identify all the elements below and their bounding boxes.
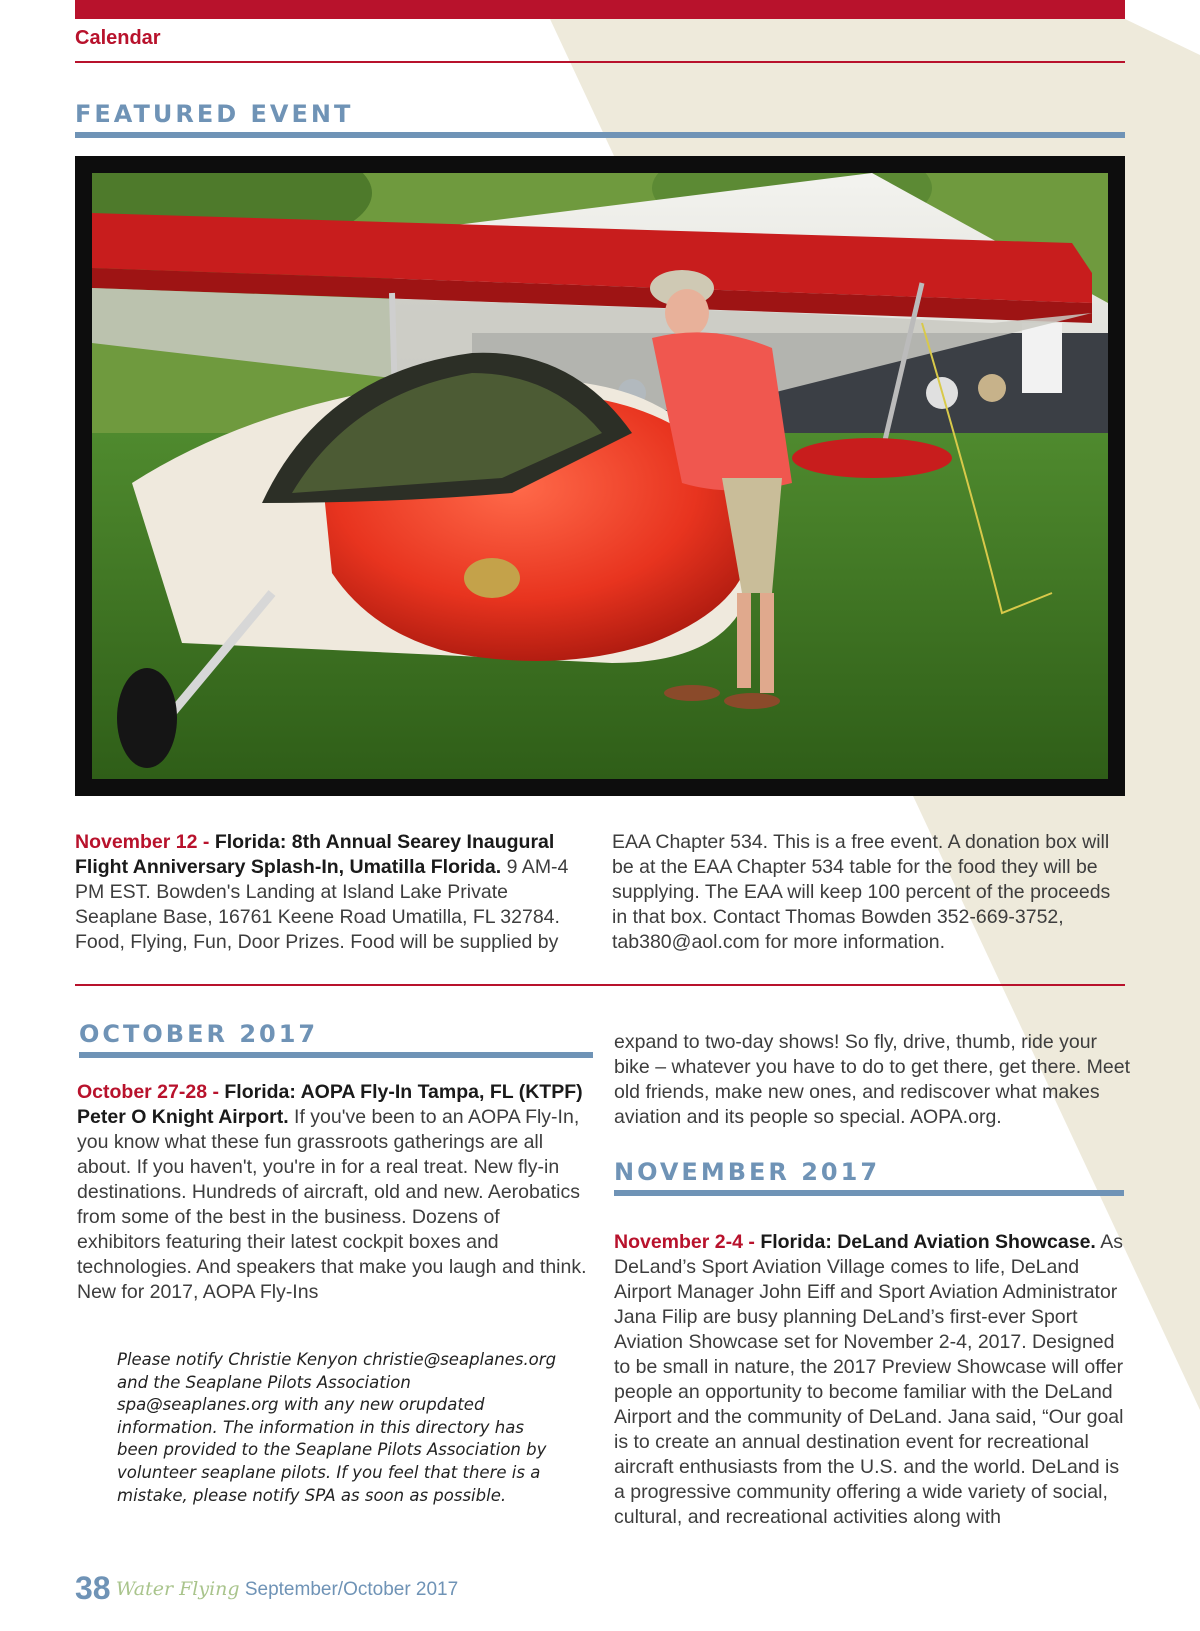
featured-text-left: 9 AM-4 PM EST. Bowden's Landing at Island Lake Private Seaplane Base, 16761 Keene Road Umatilla, FL 32784. Food, Flying, Fun, Door Prizes. Food will be supplied by — [75, 856, 569, 953]
seaplane-photo — [92, 173, 1108, 779]
november-date: November 2-4 - — [614, 1231, 755, 1253]
featured-heading-rule — [75, 132, 1125, 138]
featured-photo — [75, 156, 1125, 796]
featured-text-right: EAA Chapter 534. This is a free event. A donation box will be at the EAA Chapter 534 table for the food they will be supplying. The EAA will keep 100 percent of the proceeds in that box. Contact Thomas Bowden 352-669-3752, tab380@aol.com for more information. — [612, 831, 1111, 953]
october-title: Florida: AOPA Fly-In Tampa, FL (KTPF) Peter O Knight Airport. — [77, 1081, 583, 1128]
october-event — [77, 1080, 587, 1305]
featured-event-left — [75, 830, 585, 955]
november-title: Florida: DeLand Aviation Showcase. — [760, 1231, 1096, 1253]
header-rule — [75, 61, 1125, 63]
november-heading: NOVEMBER 2017 — [614, 1158, 881, 1186]
november-heading-rule — [614, 1190, 1124, 1196]
featured-date: November 12 - — [75, 831, 210, 853]
november-text: As DeLand’s Sport Aviation Village comes to life, DeLand Airport Manager John Eiff and Sport Aviation Administrator Jana Filip are busy planning DeLand’s first-ever Sport Aviation Showcase set for November 2-4, 2017. Designed to be small in nature, the 2017 Preview Showcase will offer people an opportunity to become familiar with the DeLand Airport and the community of DeLand. Jana said, “Our goal is to create an annual destination event for recreational aircraft enthusiasts from the U.S. and the world. DeLand is a progressive community offering a wide variety of social, cultural, and recreational activities along with — [614, 1231, 1124, 1528]
featured-heading: FEATURED EVENT — [75, 100, 354, 128]
october-continued: expand to two-day shows! So fly, drive, thumb, ride your bike – whatever you have to do to get there, get there. Meet old friends, make new ones, and rediscover what makes aviation and its people so special. AOPA.org. — [614, 1031, 1130, 1128]
october-heading-rule — [79, 1052, 593, 1058]
section-label: Calendar — [75, 27, 161, 49]
featured-title: Florida: 8th Annual Searey Inaugural Flight Anniversary Splash-In, Umatilla Florida. — [75, 831, 555, 878]
notify-note: Please notify Christie Kenyon christie@seaplanes.org and the Seaplane Pilots Association spa@seaplanes.org with any new orupdated information. The information in this directory has been provided to the Seaplane Pilots Association by volunteer seaplane pilots. If you feel that there is a mistake, please notify SPA as soon as possible. — [117, 1350, 557, 1505]
november-event — [614, 1230, 1134, 1530]
october-date: October 27-28 - — [77, 1081, 219, 1103]
magazine-name: Water Flying — [115, 1578, 240, 1600]
october-text: If you've been to an AOPA Fly-In, you know what these fun grassroots gatherings are all about. If you haven't, you're in for a real treat. New fly-in destinations. Hundreds of aircraft, old and new. Aerobatics from some of the best in the business. Dozens of exhibitors featuring their latest cockpit boxes and technologies. And speakers that make you laugh and think. New for 2017, AOPA Fly-Ins — [77, 1106, 587, 1303]
header-bar — [75, 0, 1125, 19]
page-number: 38 — [75, 1570, 111, 1606]
october-heading: OCTOBER 2017 — [79, 1020, 319, 1048]
page-folio — [75, 1570, 458, 1607]
featured-divider — [75, 984, 1125, 986]
issue-date: September/October 2017 — [244, 1579, 459, 1600]
